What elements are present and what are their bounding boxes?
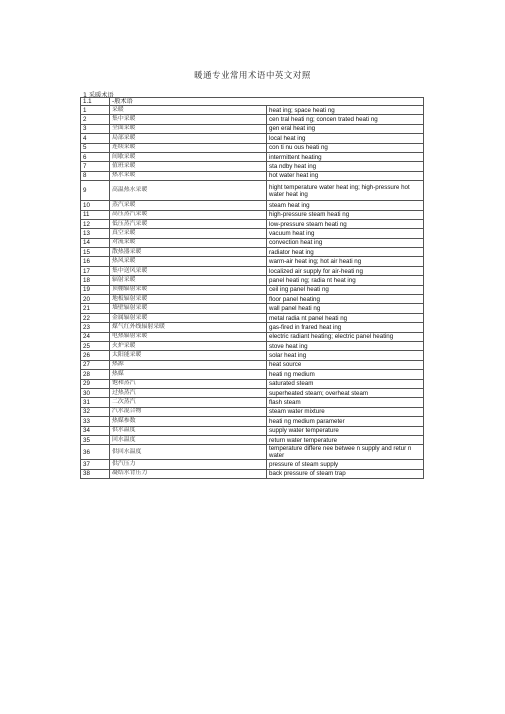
term-number: 21 [81,304,110,313]
term-english: convection heat ing [267,238,424,247]
term-english: temperature differe nee betwee n supply and retur n water [267,445,424,460]
glossary-table [80,97,424,479]
term-number: 33 [81,417,110,426]
term-number: 20 [81,295,110,304]
term-chinese: 热水采暖 [110,171,267,180]
term-english: superheated steam; overheat steam [267,388,424,397]
term-english: saturated steam [267,379,424,388]
term-english: warm-air heat ing; hot air heati ng [267,257,424,266]
term-number: 28 [81,370,110,379]
term-number: 17 [81,266,110,275]
term-number: 25 [81,341,110,350]
term-english: metal radia nt panel heati ng [267,313,424,322]
term-chinese: 集中送风采暖 [110,266,267,275]
term-row [81,143,424,152]
term-number: 30 [81,388,110,397]
term-chinese: 煤气红外线辐射采暖 [110,323,267,332]
term-chinese: 辐射采暖 [110,276,267,285]
term-number: 4 [81,134,110,143]
term-row [81,407,424,416]
term-row [81,445,424,460]
term-chinese: 供水温度 [110,426,267,435]
term-row [81,379,424,388]
term-number: 8 [81,171,110,180]
term-number: 32 [81,407,110,416]
term-english: cen tral heati ng; concen trated heati ng [267,115,424,124]
term-english: radiator heat ing [267,248,424,257]
term-number: 27 [81,360,110,369]
term-row [81,332,424,341]
term-chinese: 局部采暖 [110,134,267,143]
section-heading: 1 采暖术语 [83,92,114,99]
term-english: floor panel heating [267,295,424,304]
term-row [81,248,424,257]
term-chinese: 饱和蒸汽 [110,379,267,388]
term-row [81,360,424,369]
term-chinese: 顶棚辐射采暖 [110,285,267,294]
term-number: 12 [81,219,110,228]
term-chinese: 对流采暖 [110,238,267,247]
term-number: 38 [81,469,110,478]
term-number: 10 [81,201,110,210]
term-row [81,370,424,379]
term-english: localized air supply for air-heati ng [267,266,424,275]
term-number: 36 [81,445,110,460]
term-english: hight temperature water heat ing; high-pressure hot water heat ing [267,181,424,201]
term-number: 15 [81,248,110,257]
term-english: steam water mixture [267,407,424,416]
term-number: 13 [81,229,110,238]
term-row [81,219,424,228]
term-number: 11 [81,210,110,219]
term-chinese: 回水温度 [110,435,267,444]
term-number: 34 [81,426,110,435]
term-row [81,266,424,275]
term-chinese: 散热器采暖 [110,248,267,257]
term-row [81,313,424,322]
term-row [81,398,424,407]
term-number: 16 [81,257,110,266]
term-row [81,152,424,161]
term-chinese: 过热蒸汽 [110,388,267,397]
term-english: gas-fired in frared heat ing [267,323,424,332]
term-chinese: 真空采暖 [110,229,267,238]
term-english: gen eral heat ing [267,124,424,133]
term-row [81,257,424,266]
term-english: low-pressure steam heati ng [267,219,424,228]
term-row [81,417,424,426]
term-english: stove heat ing [267,341,424,350]
term-row [81,276,424,285]
term-english: high-pressure steam heati ng [267,210,424,219]
term-row [81,341,424,350]
term-chinese: 热风采暖 [110,257,267,266]
term-row [81,134,424,143]
term-number: 26 [81,351,110,360]
term-row [81,351,424,360]
term-number: 1 [81,106,110,115]
term-english: pressure of steam supply [267,460,424,469]
term-chinese: 太阳能采暖 [110,351,267,360]
term-chinese: 低压蒸汽采暖 [110,219,267,228]
term-chinese: 高温热水采暖 [110,181,267,201]
term-chinese: 热媒 [110,370,267,379]
term-chinese: 全面采暖 [110,124,267,133]
term-chinese: 火炉采暖 [110,341,267,350]
term-english: con ti nu ous heati ng [267,143,424,152]
term-row [81,124,424,133]
term-chinese: 间歇采暖 [110,152,267,161]
term-chinese: 供回水温度 [110,445,267,460]
glossary-body [81,98,424,479]
term-row [81,106,424,115]
term-chinese: 高压蒸汽采暖 [110,210,267,219]
term-number: 24 [81,332,110,341]
term-row [81,162,424,171]
term-english: flash steam [267,398,424,407]
term-row [81,171,424,180]
term-chinese: 热媒参数 [110,417,267,426]
term-number: 35 [81,435,110,444]
term-english: return water temperature [267,435,424,444]
term-english: hot water heat ing [267,171,424,180]
term-english: heat source [267,360,424,369]
term-row [81,210,424,219]
term-english: vacuum heat ing [267,229,424,238]
term-number: 23 [81,323,110,332]
term-row [81,285,424,294]
term-row [81,460,424,469]
term-number: 5 [81,143,110,152]
term-chinese: 集中采暖 [110,115,267,124]
term-english: solar heat ing [267,351,424,360]
term-chinese: 蒸汽采暖 [110,201,267,210]
term-number: 31 [81,398,110,407]
term-chinese: 二次蒸汽 [110,398,267,407]
term-number: 6 [81,152,110,161]
term-chinese: 电热辐射采暖 [110,332,267,341]
term-english: sta ndby heat ing [267,162,424,171]
term-row [81,295,424,304]
term-number: 2 [81,115,110,124]
term-chinese: 地板辐射采暖 [110,295,267,304]
term-chinese: 采暖 [110,106,267,115]
term-number: 18 [81,276,110,285]
term-row [81,304,424,313]
term-row [81,469,424,478]
page-title: 暖通专业常用术语中英文对照 [194,70,311,80]
term-row [81,426,424,435]
term-chinese: 供汽压力 [110,460,267,469]
term-chinese: 汽水混合物 [110,407,267,416]
term-english: wall panel heati ng [267,304,424,313]
term-english: heati ng medium parameter [267,417,424,426]
term-row [81,435,424,444]
term-chinese: 连续采暖 [110,143,267,152]
term-english: panel heati ng; radia nt heat ing [267,276,424,285]
term-english: ceil ing panel heati ng [267,285,424,294]
term-english: supply water temperature [267,426,424,435]
term-number: 37 [81,460,110,469]
term-number: 9 [81,181,110,201]
term-chinese: 凝结水背压力 [110,469,267,478]
term-row [81,115,424,124]
subsection-number: 1.1 [81,98,110,106]
subsection-label: -般术语 [110,98,424,106]
term-number: 19 [81,285,110,294]
term-chinese: 热源 [110,360,267,369]
term-english: intermittent heating [267,152,424,161]
term-number: 7 [81,162,110,171]
term-english: heati ng medium [267,370,424,379]
term-number: 3 [81,124,110,133]
term-chinese: 金属辐射采暖 [110,313,267,322]
subsection-row [81,98,424,106]
term-row [81,201,424,210]
term-english: steam heat ing [267,201,424,210]
term-english: heat ing; space heati ng [267,106,424,115]
term-row [81,388,424,397]
term-english: back pressure of steam trap [267,469,424,478]
term-english: local heat ing [267,134,424,143]
term-row [81,229,424,238]
term-number: 29 [81,379,110,388]
term-row [81,181,424,201]
term-number: 22 [81,313,110,322]
term-chinese: 值班采暖 [110,162,267,171]
term-number: 14 [81,238,110,247]
term-row [81,238,424,247]
term-chinese: 墙壁辐射采暖 [110,304,267,313]
term-english: electric radiant heating; electric panel heating [267,332,424,341]
term-row [81,323,424,332]
